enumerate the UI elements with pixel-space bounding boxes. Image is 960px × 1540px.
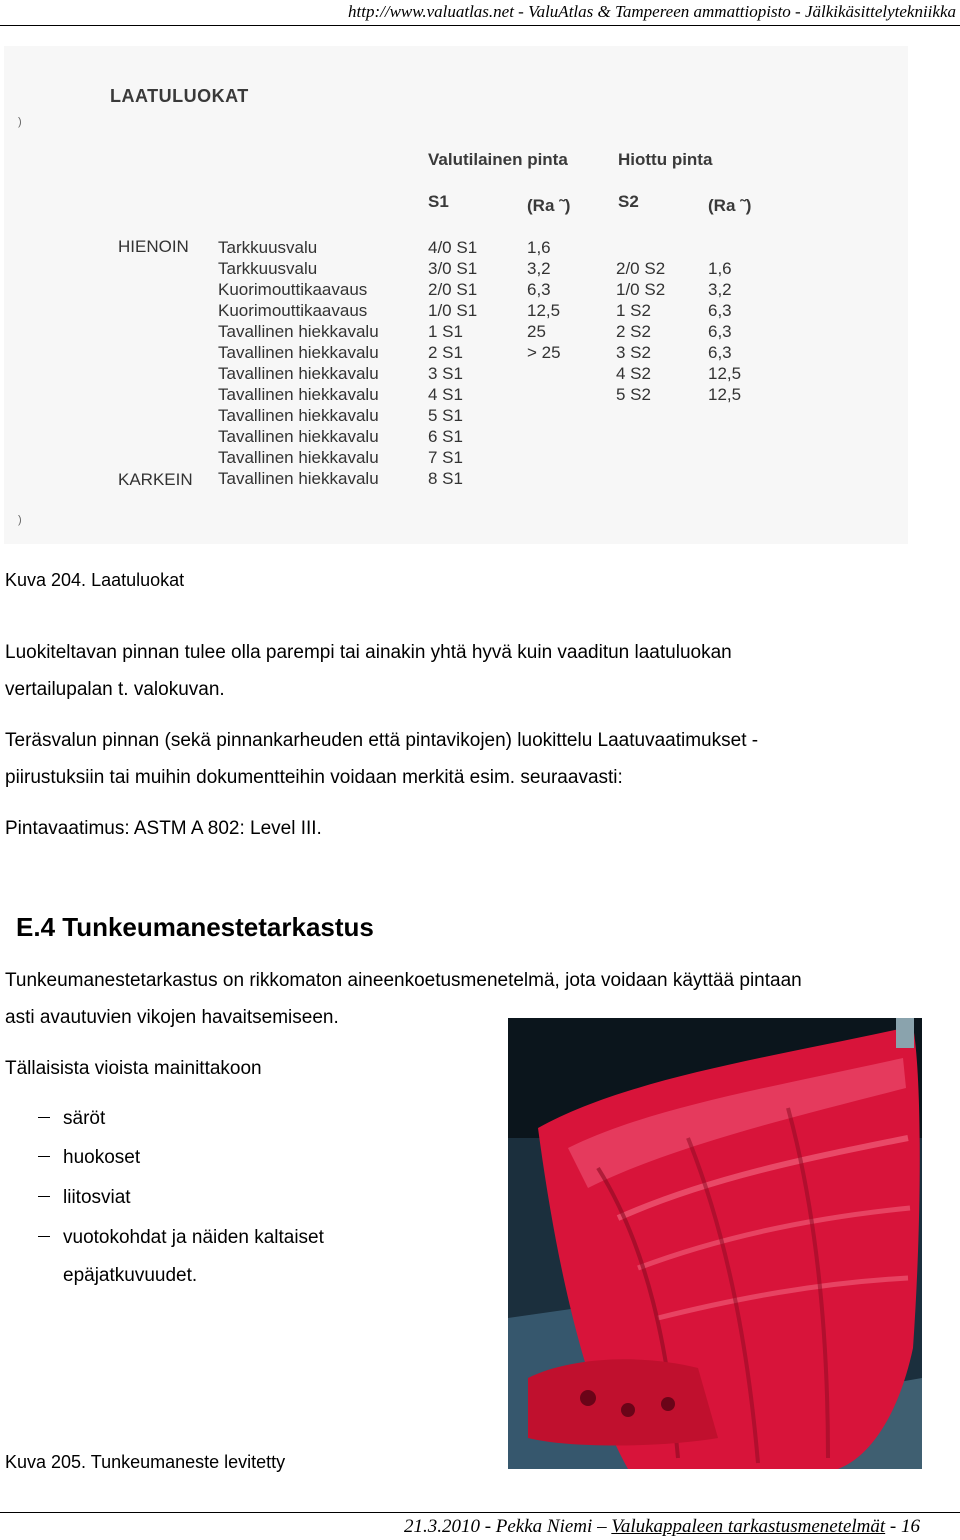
cell-ra2: 1,6	[708, 259, 732, 278]
column-header-cast-surface: Valutilainen pinta	[428, 150, 568, 169]
footer-date-author: 21.3.2010 - Pekka Niemi	[403, 1516, 593, 1537]
scan-hole-mark-icon: )	[18, 116, 22, 128]
table-row	[4, 301, 908, 322]
cell-ra2: 6,3	[708, 343, 732, 362]
cell-s2: 1/0 S2	[616, 280, 666, 299]
cell-s2: 1 S2	[616, 301, 651, 320]
list-item-continuation: epäjatkuvuudet.	[63, 1265, 198, 1286]
cell-s1: 2/0 S1	[428, 280, 478, 299]
dash-bullet-icon	[38, 1196, 50, 1197]
cell-s1: 3 S1	[428, 364, 463, 383]
list-item-text: säröt	[63, 1108, 106, 1129]
cell-s1: 1 S1	[428, 322, 463, 341]
list-item-text: huokoset	[63, 1147, 141, 1168]
cell-s1: 5 S1	[428, 406, 463, 425]
cell-ra2: 3,2	[708, 280, 732, 299]
cell-s2: 2/0 S2	[616, 259, 666, 278]
cell-ra1: 1,6	[527, 238, 551, 257]
figure-caption-205: Kuva 205. Tunkeumaneste levitetty	[5, 1452, 286, 1472]
cell-method: Tavallinen hiekkavalu	[218, 406, 379, 425]
grade-coarsest-label: KARKEIN	[118, 470, 193, 489]
table-row	[4, 322, 908, 343]
table-row	[4, 385, 908, 406]
table-row	[4, 364, 908, 385]
table-row	[4, 343, 908, 364]
cell-ra2: 6,3	[708, 301, 732, 320]
subheader-ra1: (Ra ˜)	[527, 196, 571, 215]
cell-s2: 2 S2	[616, 322, 651, 341]
cell-s2: 3 S2	[616, 343, 651, 362]
cell-method: Tavallinen hiekkavalu	[218, 469, 379, 488]
paragraph-line: Teräsvalun pinnan (sekä pinnankarheuden että pintavikojen) luokittelu Laatuvaatimukset -	[5, 730, 759, 751]
cell-method: Tavallinen hiekkavalu	[218, 364, 379, 383]
figure-penetrant-photo	[508, 1018, 922, 1469]
table-row	[4, 406, 908, 427]
figure-caption-204: Kuva 204. Laatuluokat	[5, 570, 185, 590]
list-item-text: vuotokohdat ja näiden kaltaiset	[63, 1227, 324, 1248]
cell-method: Tavallinen hiekkavalu	[218, 385, 379, 404]
cell-ra1: 25	[527, 322, 546, 341]
cell-method: Tarkkuusvalu	[218, 238, 318, 257]
list-item	[38, 1147, 140, 1169]
cell-method: Tavallinen hiekkavalu	[218, 322, 379, 341]
paragraph-line: vertailupalan t. valokuvan.	[5, 679, 225, 700]
cell-s1: 6 S1	[428, 427, 463, 446]
list-item	[38, 1187, 131, 1209]
page-footer	[0, 1512, 960, 1540]
cell-ra1: 3,2	[527, 259, 551, 278]
figure-quality-classes	[4, 46, 908, 544]
cell-s1: 1/0 S1	[428, 301, 478, 320]
dash-bullet-icon	[38, 1236, 50, 1237]
header-text: http://www.valuatlas.net - ValuAtlas & Tampereen ammattiopisto - Jälkikäsittelytekniikka	[348, 2, 956, 21]
list-item-text: liitosviat	[63, 1187, 131, 1208]
subheader-s1: S1	[428, 192, 449, 211]
table-row	[4, 280, 908, 301]
table-row	[4, 427, 908, 448]
propeller-blade-image	[508, 1018, 922, 1469]
subheader-s2: S2	[618, 192, 639, 211]
paragraph-line: Tällaisista vioista mainittakoon	[5, 1058, 262, 1079]
cell-ra1: 12,5	[527, 301, 561, 320]
table-row	[4, 238, 908, 259]
cell-method: Tavallinen hiekkavalu	[218, 427, 379, 446]
section-heading: E.4 Tunkeumanestetarkastus	[16, 912, 374, 942]
footer-page-number: - 16	[889, 1516, 920, 1537]
subheader-ra2: (Ra ˜)	[708, 196, 752, 215]
cell-method: Tavallinen hiekkavalu	[218, 343, 379, 362]
cell-s1: 2 S1	[428, 343, 463, 362]
cell-s1: 4 S1	[428, 385, 463, 404]
list-item	[38, 1108, 105, 1130]
dash-bullet-icon	[38, 1117, 50, 1118]
cell-s1: 8 S1	[428, 469, 463, 488]
cell-ra2: 12,5	[708, 364, 742, 383]
paragraph-line: Tunkeumanestetarkastus on rikkomaton aineenkoetusmenetelmä, jota voidaan käyttää pintaan	[5, 970, 802, 991]
cell-method: Kuorimouttikaavaus	[218, 280, 368, 299]
cell-ra1: 6,3	[527, 280, 551, 299]
footer-title: Valukappaleen tarkastusmenetelmät	[611, 1516, 886, 1537]
list-item	[38, 1227, 324, 1249]
grade-finest-label: HIENOIN	[118, 237, 189, 256]
page-header	[0, 0, 960, 26]
paragraph-line: piirustuksiin tai muihin dokumentteihin voidaan merkitä esim. seuraavasti:	[5, 767, 623, 788]
paragraph-line: Luokiteltavan pinnan tulee olla parempi tai ainakin yhtä hyvä kuin vaaditun laatuluokan	[5, 642, 732, 663]
cell-method: Tavallinen hiekkavalu	[218, 448, 379, 467]
cell-ra2: 12,5	[708, 385, 742, 404]
footer-separator: –	[597, 1516, 612, 1537]
paragraph-line: asti avautuvien vikojen havaitsemiseen.	[5, 1007, 339, 1028]
dash-bullet-icon	[38, 1156, 50, 1157]
cell-s1: 7 S1	[428, 448, 463, 467]
cell-s2: 4 S2	[616, 364, 651, 383]
cell-method: Tarkkuusvalu	[218, 259, 318, 278]
figure-title: LAATULUOKAT	[110, 86, 249, 106]
paragraph-line: Pintavaatimus: ASTM A 802: Level III.	[5, 818, 322, 839]
cell-ra1: > 25	[527, 343, 561, 362]
cell-method: Kuorimouttikaavaus	[218, 301, 368, 320]
cell-s1: 3/0 S1	[428, 259, 478, 278]
table-row	[4, 448, 908, 469]
scan-hole-mark-icon: )	[18, 514, 22, 526]
cell-ra2: 6,3	[708, 322, 732, 341]
table-row	[4, 259, 908, 280]
cell-s2: 5 S2	[616, 385, 651, 404]
cell-s1: 4/0 S1	[428, 238, 478, 257]
table-row	[4, 469, 908, 490]
column-header-ground-surface: Hiottu pinta	[618, 150, 713, 169]
